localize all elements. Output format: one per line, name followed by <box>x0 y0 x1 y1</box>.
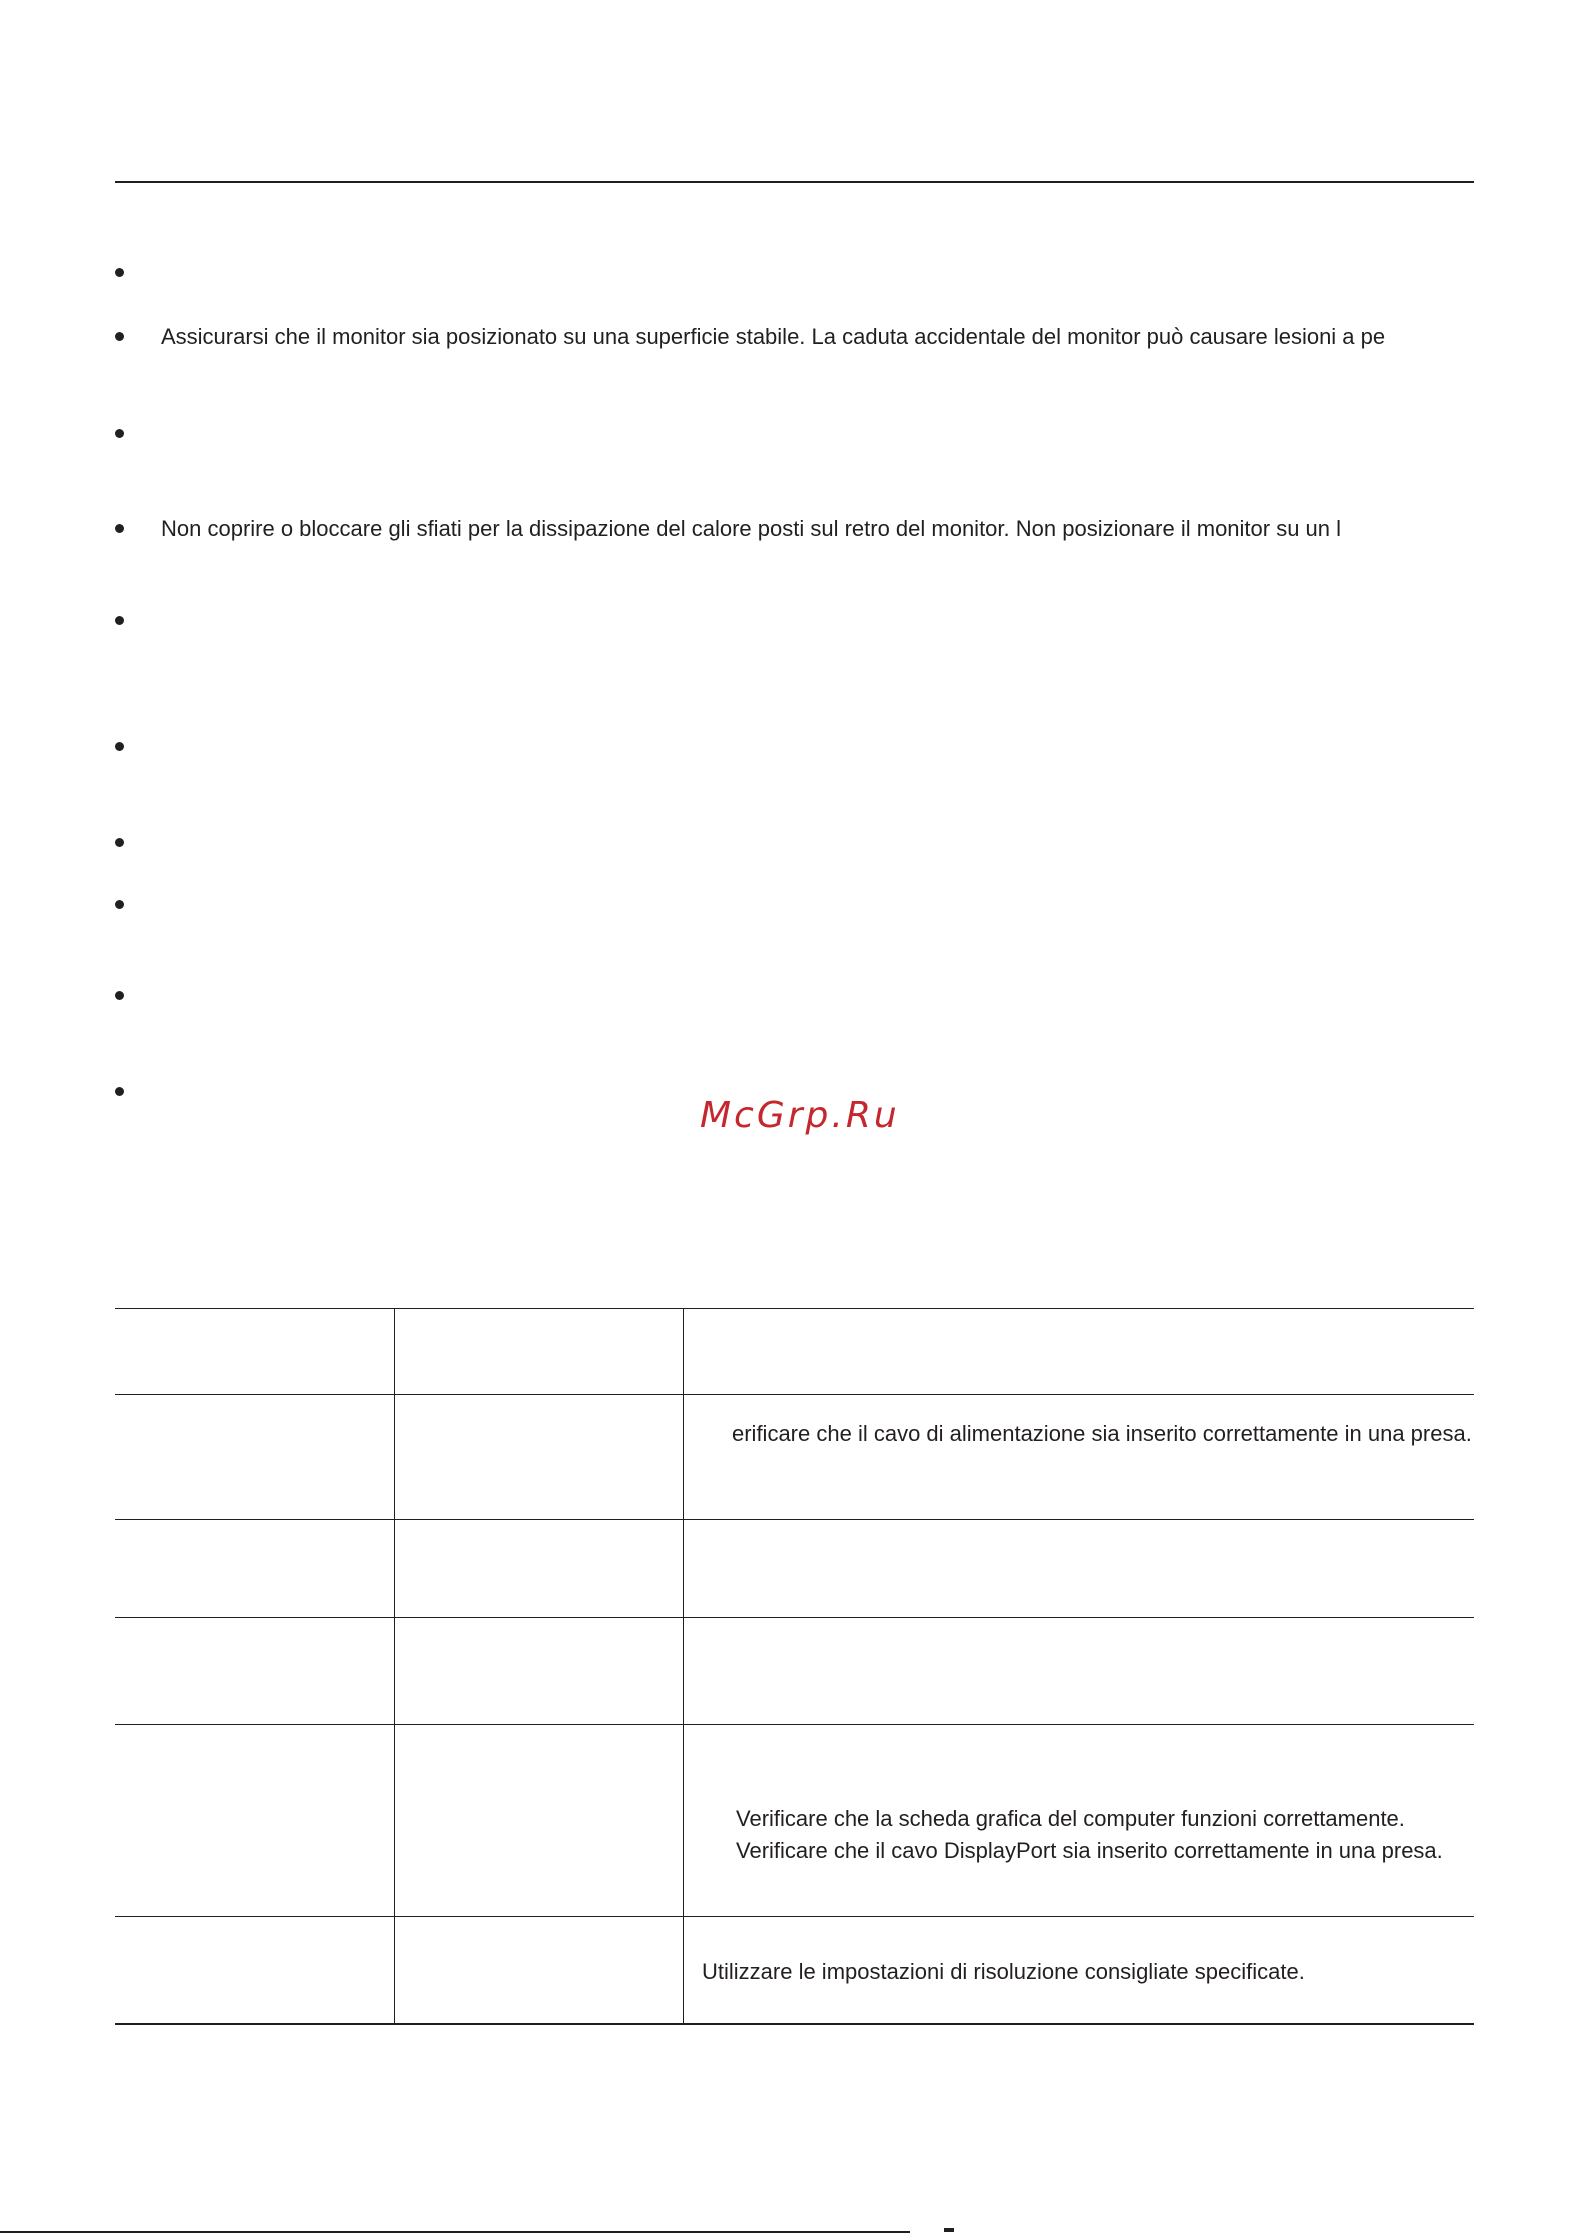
troubleshooting-table <box>115 1308 1474 2025</box>
table-column-divider <box>683 1308 684 2025</box>
bullet-dot-icon <box>115 268 124 277</box>
bullet-dot-icon <box>115 616 124 625</box>
bullet-dot-icon <box>115 838 124 847</box>
bullet-dot-icon <box>115 332 124 341</box>
table-row-divider <box>115 1394 1474 1395</box>
solution-text: Verificare che la scheda grafica del computer funzioni correttamente. <box>736 1806 1405 1831</box>
bullet-text: Assicurarsi che il monitor sia posizionato su una superficie stabile. La caduta accidentale del monitor può causare lesioni a pe <box>161 324 1386 349</box>
bullet-dot-icon <box>115 900 124 909</box>
bullet-dot-icon <box>115 524 124 533</box>
table-bottom-rule <box>115 2023 1474 2025</box>
table-top-rule <box>115 1308 1474 1309</box>
footer-mark <box>944 2228 954 2232</box>
footer-rule <box>0 2231 910 2233</box>
bullet-dot-icon <box>115 742 124 751</box>
solution-text: Verificare che il cavo DisplayPort sia inserito correttamente in una presa. <box>736 1838 1443 1863</box>
table-row-divider <box>115 1617 1474 1618</box>
watermark: McGrp.Ru <box>700 1095 900 1136</box>
table-row-divider <box>115 1724 1474 1725</box>
solution-text: Utilizzare le impostazioni di risoluzione consigliate specificate. <box>702 1959 1305 1984</box>
bullet-dot-icon <box>115 991 124 1000</box>
table-column-divider <box>394 1308 395 2025</box>
solution-text: erificare che il cavo di alimentazione sia inserito correttamente in una presa. <box>732 1421 1472 1446</box>
bullet-dot-icon <box>115 1087 124 1096</box>
bullet-text: Non coprire o bloccare gli sfiati per la dissipazione del calore posti sul retro del monitor. Non posizionare il monitor su un l <box>161 516 1342 541</box>
table-row-divider <box>115 1519 1474 1520</box>
table-row-divider <box>115 1916 1474 1917</box>
bullet-dot-icon <box>115 429 124 438</box>
